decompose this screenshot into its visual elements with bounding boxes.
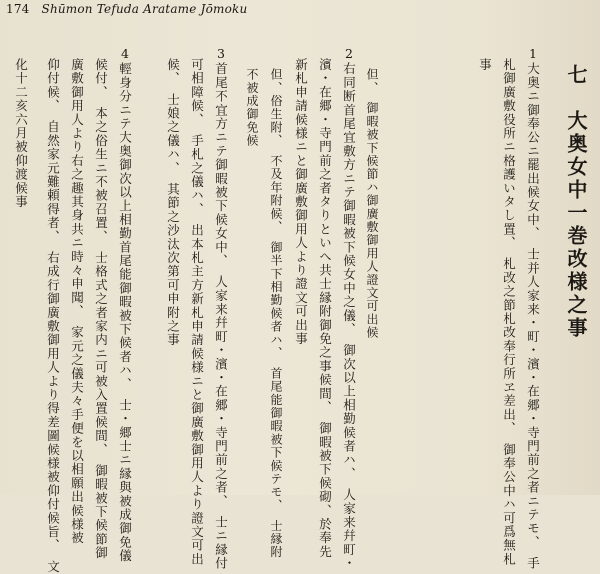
running-header [6,2,247,16]
running-title: Shūmon Tefuda Aratame Jōmoku [41,2,248,16]
text-column: 2右同断首尾宜敷方ニテ御暇被下候女中之儀、 御次以上相勤候者ハ、 人家来幷町・ [341,46,357,571]
text-column: 3首尾不宜方ニテ御暇被下候女中、 人家来幷町・濱・在郷・寺門前之者、 士ニ縁付 [213,46,229,571]
text-column: 但、俗生附、 不及年附候、 御半下相勤候者ハ、 首尾能御暇被下候テモ、 士縁附 [269,68,283,559]
text-column: 仰付候、 自然家元難頼得者、 右成行御廣敷御用人より得差圖候様被仰付候旨、 文 [45,58,61,574]
text-column: 札御廣敷役所ニ格護いタし置、 札改之節札改奉行所ヱ差出、 御奉公中ハ可爲無札 [501,58,517,567]
text-column: 可相障候、 手札之儀ハ、 出本札主方新札申請候様ニと御廣敷御用人より證文可出 [189,58,205,567]
text-column: 化十二亥六月被仰渡候事 [13,58,29,209]
text-column: 1大奥ニ御奉公ニ罷出候女中、 士并人家来・町・濱・在郷・寺門前之者ニテモ、 手 [525,46,541,571]
text-column: 候付、 本之俗生ニ不被召置、 士格式之者家内ニ可被入置候間、 御暇被下候節御 [93,58,109,560]
text-column: 新札申請候様ニと御廣敷御用人より證文可出事 [293,58,309,346]
text-column: 4輕身分ニテ大奥御次以上相勤首尾能御暇被下候者ハ、 士・郷士ニ縁與被成御免儀 [117,46,133,563]
text-note: 但、 御暇被下候節ハ御廣敷御用人證文可出候 [365,68,379,340]
text-column: 候、 士娘之儀ハ、 其節之沙汰次第可申附之事 [165,58,181,347]
text-column: 濱・在郷・寺門前之者タりといへ共士縁附御免之事候間、 御暇被下候砌、於奉先 [317,58,333,559]
text-column: 不被成御免候 [245,68,259,148]
text-column: 廣敷御用人より右之趣其身共ニ時々申聞、 家元之儀夫々手便を以相願出候様被 [69,58,85,545]
section-heading: 七 大奥女中一巻改様之事 [564,64,588,340]
page-number: 174 [6,2,30,16]
text-column: 事 [477,58,493,72]
